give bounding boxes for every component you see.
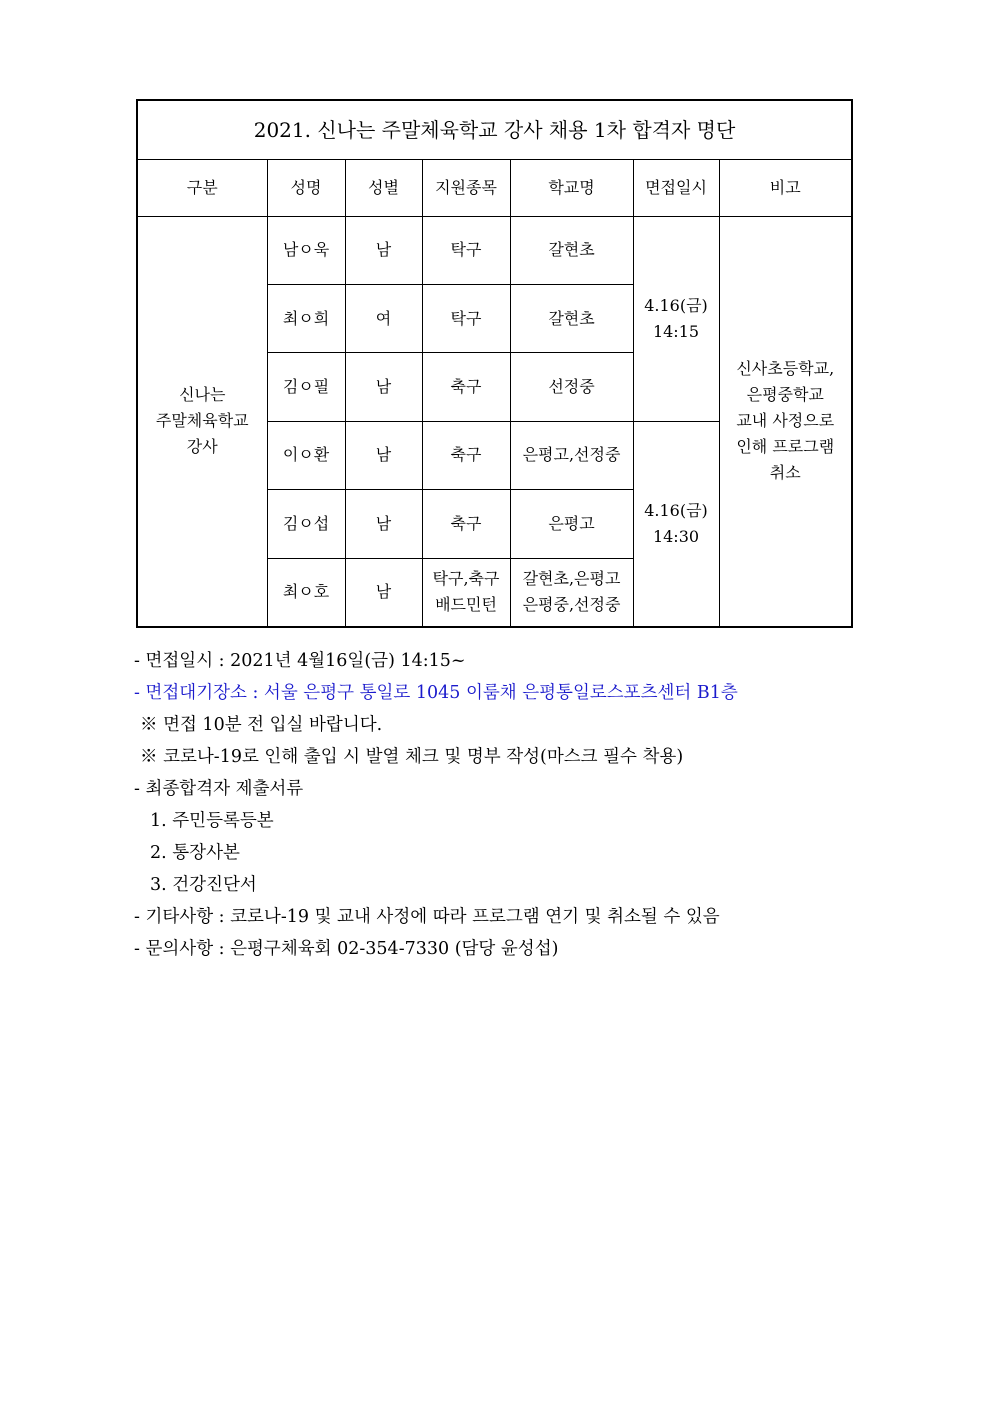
cell-line: 교내 사정으로	[736, 411, 835, 431]
interview-slot-cell	[633, 421, 719, 627]
cell-line: 갈현초,은평고	[522, 569, 621, 589]
slot-date: 4.16(금)	[644, 500, 708, 520]
sport-cell	[422, 285, 510, 353]
gender-cell: 남	[345, 216, 422, 284]
sport-cell	[422, 216, 510, 284]
name-cell: 최ㅇ호	[267, 558, 345, 627]
cell-line: 은평고,선정중	[522, 445, 621, 465]
name-cell: 김ㅇ섭	[267, 490, 345, 558]
sport-cell	[422, 353, 510, 421]
cell-line: 갈현초	[548, 240, 595, 260]
gender-cell: 남	[345, 490, 422, 558]
gender-cell: 남	[345, 421, 422, 489]
cell-line: 은평중학교	[746, 385, 824, 405]
school-cell	[510, 353, 633, 421]
note-line: - 기타사항 : 코로나-19 및 교내 사정에 따라 프로그램 연기 및 취소될 수 있음	[134, 907, 720, 927]
cell-line: 신사초등학교,	[736, 359, 835, 379]
gender-cell: 여	[345, 285, 422, 353]
cell-line: 배드민턴	[435, 595, 497, 615]
cell-line: 은평중,선정중	[522, 595, 621, 615]
note-line: 1. 주민등록등본	[150, 811, 274, 831]
cell-line: 은평고	[548, 513, 595, 533]
name-cell: 최ㅇ희	[267, 285, 345, 353]
cell-line: 갈현초	[548, 308, 595, 328]
notes-section	[134, 645, 874, 965]
cell-line: 강사	[186, 437, 218, 457]
cell-line: 선정중	[548, 377, 595, 397]
cell-line: 탁구	[450, 308, 482, 328]
sport-cell	[422, 421, 510, 489]
cell-line: 인해 프로그램	[736, 437, 835, 457]
interview-slot-cell	[633, 216, 719, 421]
name-cell: 남ㅇ욱	[267, 216, 345, 284]
table-title: 2021. 신나는 주말체육학교 강사 채용 1차 합격자 명단	[137, 100, 852, 160]
roster-table	[136, 99, 853, 628]
school-cell	[510, 421, 633, 489]
sport-cell	[422, 558, 510, 627]
column-header: 성별	[345, 160, 422, 216]
header-row	[137, 160, 852, 216]
cell-line: 축구	[450, 513, 482, 533]
gender-cell: 남	[345, 558, 422, 627]
slot-time: 14:30	[652, 526, 700, 546]
school-cell	[510, 490, 633, 558]
table-row	[137, 216, 852, 284]
cell-line: 탁구,축구	[432, 569, 500, 589]
school-cell	[510, 558, 633, 627]
cell-line: 축구	[450, 445, 482, 465]
category-cell	[137, 216, 267, 627]
cell-line: 취소	[769, 463, 801, 483]
column-header: 성명	[267, 160, 345, 216]
cell-line: 축구	[450, 377, 482, 397]
note-line: ※ 면접 10분 전 입실 바랍니다.	[140, 715, 383, 735]
school-cell	[510, 285, 633, 353]
note-line: ※ 코로나-19로 인해 출입 시 발열 체크 및 명부 작성(마스크 필수 착용)	[140, 747, 684, 767]
name-cell: 김ㅇ필	[267, 353, 345, 421]
column-header: 면접일시	[633, 160, 719, 216]
school-cell	[510, 216, 633, 284]
slot-time: 14:15	[652, 321, 700, 341]
column-header: 구분	[137, 160, 267, 216]
note-line: - 면접일시 : 2021년 4월16일(금) 14:15~	[134, 651, 466, 671]
sport-cell	[422, 490, 510, 558]
cell-line: 탁구	[450, 240, 482, 260]
note-line: 2. 통장사본	[150, 843, 240, 863]
column-header: 비고	[719, 160, 852, 216]
remark-cell	[719, 216, 852, 627]
name-cell: 이ㅇ환	[267, 421, 345, 489]
note-line: - 면접대기장소 : 서울 은평구 통일로 1045 이룸채 은평통일로스포츠센터 B1층	[134, 683, 738, 703]
cell-line: 주말체육학교	[155, 411, 249, 431]
column-header: 지원종목	[422, 160, 510, 216]
slot-date: 4.16(금)	[644, 295, 708, 315]
column-header: 학교명	[510, 160, 633, 216]
note-line: 3. 건강진단서	[150, 875, 257, 895]
note-line: - 최종합격자 제출서류	[134, 779, 304, 799]
cell-line: 신나는	[179, 385, 226, 405]
gender-cell: 남	[345, 353, 422, 421]
note-line: - 문의사항 : 은평구체육회 02-354-7330 (담당 윤성섭)	[134, 939, 559, 959]
